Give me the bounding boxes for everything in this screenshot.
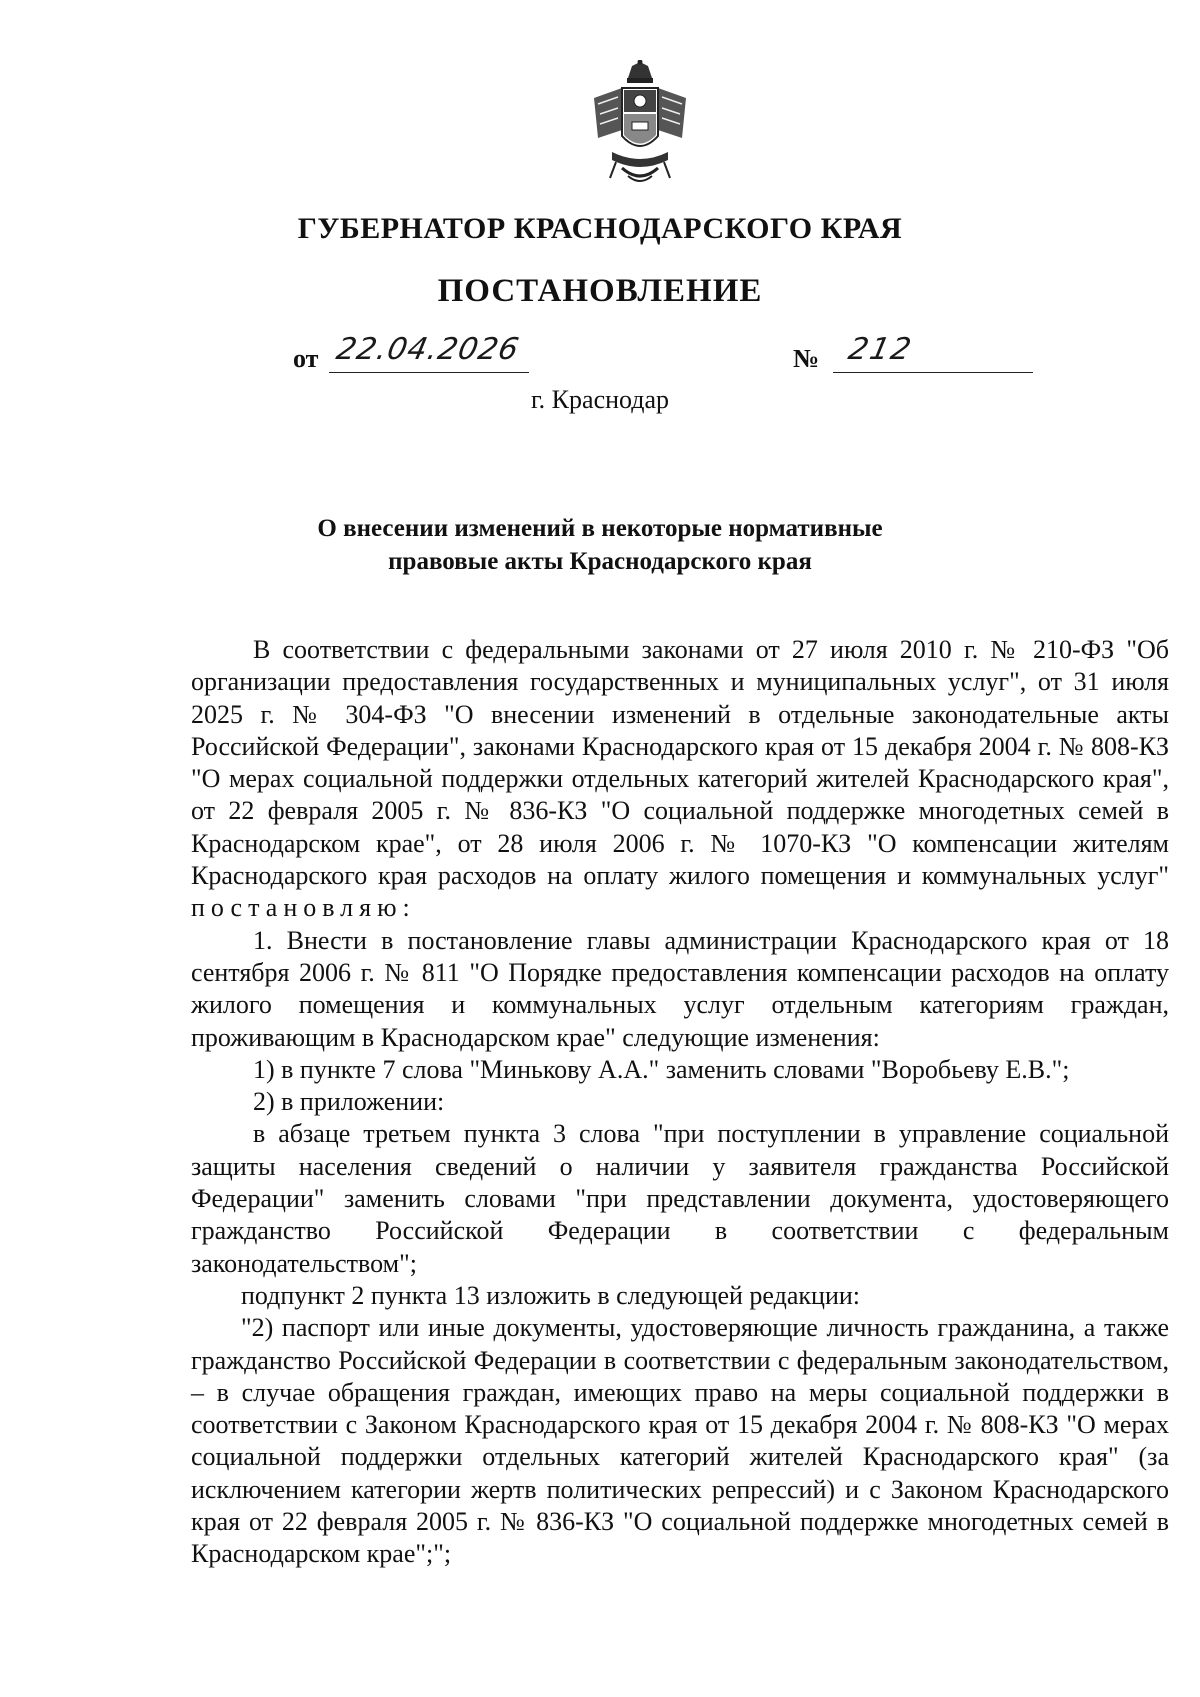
paragraph-subitem-1: 1) в пункте 7 слова "Минькову А.А." заменить словами "Воробьеву Е.В."; — [253, 1054, 1070, 1084]
document-body — [191, 634, 1169, 1571]
paragraph-amendment-1: в абзаце третьем пункта 3 слова "при поступлении в управление социальной защиты населения сведений о наличии у заявителя гражданства Российской Федерации" заменить словами "при представлении документа, удостоверяющего гражданство Российской Федерации в соответствии с федеральным законодательством"; — [191, 1119, 1169, 1278]
preamble-text: В соответствии с федеральными законами от 27 июля 2010 г. № 210-ФЗ "Об организации предоставления государственных и муниципальных услуг", от 31 июля 2025 г. № 304-ФЗ "О внесении изменений в отдельные законодательные акты Российской Федерации", законами Краснодарского края от 15 декабря 2004 г. № 808-КЗ "О мерах социальной поддержки отдельных категорий жителей Краснодарского края", от 22 февраля 2005 г. № 836-КЗ "О социальной поддержке многодетных семей в Краснодарском крае", от 28 июля 2006 г. № 1070-КЗ "О компенсации жителям Краснодарского края расходов на оплату жилого помещения и коммунальных услуг" — [191, 635, 1169, 891]
number-value: 212 — [845, 332, 916, 367]
paragraph-amendment-2: подпункт 2 пункта 13 изложить в следующей редакции: — [241, 1280, 860, 1310]
organization-title: ГУБЕРНАТОР КРАСНОДАРСКОГО КРАЯ — [297, 212, 903, 245]
paragraph-quoted-text: "2) паспорт или иные документы, удостоверяющие личность гражданина, а также гражданство Российской Федерации в соответствии с федеральным законодательством, – в случае обращения граждан, имеющих право на меры социальной поддержки в соответствии с Законом Краснодарского края от 15 декабря 2004 г. № 808-КЗ "О мерах социальной поддержки отдельных категорий жителей Краснодарского края" (за исключением категории жертв политических репрессий) и с Законом Краснодарского края от 22 февраля 2005 г. № 836-КЗ "О социальной поддержке многодетных семей в Краснодарском крае";"; — [191, 1313, 1169, 1569]
document-type: ПОСТАНОВЛЕНИЕ — [437, 273, 763, 309]
date-value: 22.04.2026 — [333, 332, 523, 367]
paragraph-preamble — [191, 634, 1169, 925]
number-underline — [833, 372, 1033, 373]
number-prefix: № — [793, 344, 820, 373]
subject-line-2: правовые акты Краснодарского края — [388, 548, 812, 575]
paragraph-subitem-2: 2) в приложении: — [253, 1087, 445, 1117]
coat-of-arms-icon — [588, 60, 692, 188]
city: г. Краснодар — [530, 385, 670, 414]
date-prefix: от — [293, 344, 319, 373]
paragraph-item-1: 1. Внести в постановление главы администрации Краснодарского края от 18 сентября 2006 г. № 811 "О Порядке предоставления компенсации расходов на оплату жилого помещения и коммунальных услуг отдельным категориям граждан, проживающим в Краснодарском крае" следующие изменения: — [191, 925, 1169, 1052]
document-subject — [300, 512, 900, 578]
subject-line-1: О внесении изменений в некоторые нормативные — [317, 515, 883, 542]
date-underline — [329, 372, 529, 373]
date-number-row — [293, 332, 1033, 378]
resolve-word: постановляю: — [191, 893, 416, 923]
